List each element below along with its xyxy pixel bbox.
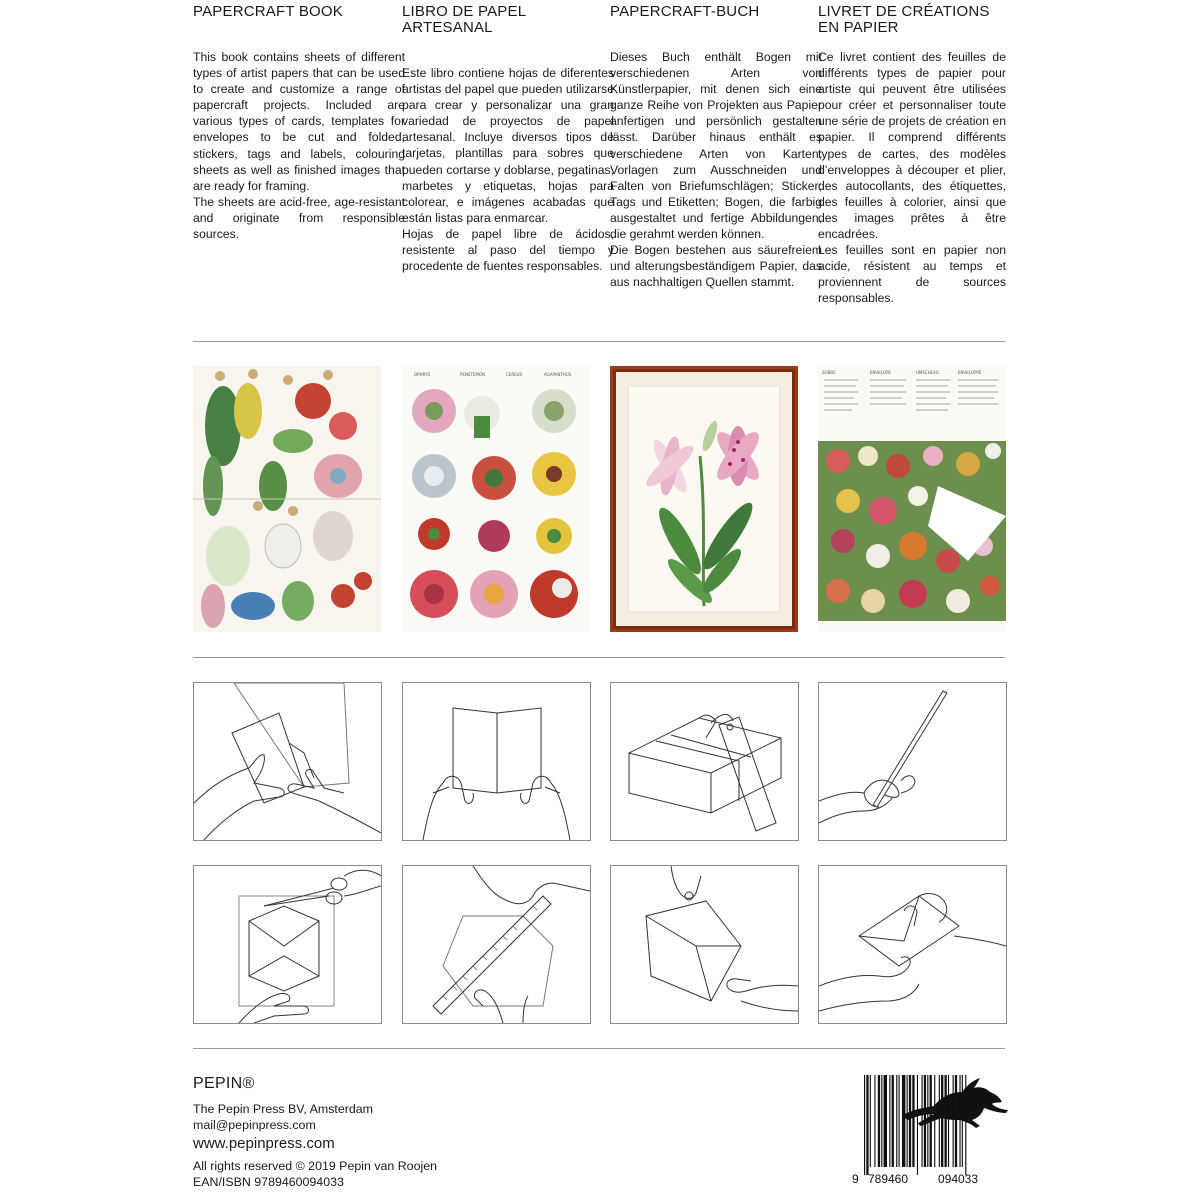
sticker-header: CEREUS <box>506 372 523 377</box>
column-body <box>402 65 614 274</box>
column-german <box>610 4 822 290</box>
column-paragraph: Dieses Buch enthält Bogen mit verschiedenen Arten von Künstlerpapier, mit denen sich eine ganze Reihe von Projekten aus Papier anfertigen und persönlich gestalten lässt. Darüber hinaus enthält es verschiedene Arten von Karten; Vorlagen zum Ausschneiden und Falten von Briefumschlägen; Sticker; Tags und Etiketten; Bogen, die farbig ausgestaltet und fertige Abbildungen, die gerahmt werden können. <box>610 50 822 242</box>
divider <box>193 341 1005 342</box>
publisher-email[interactable]: mail@pepinpress.com <box>193 1118 316 1132</box>
illustration-hand-writing <box>818 682 1007 841</box>
barcode-bar <box>889 1075 890 1167</box>
column-paragraph: Les feuilles sont en papier non acide, résistent au temps et proviennent de sources responsables. <box>818 243 1006 306</box>
divider <box>193 1048 1005 1049</box>
illustration-hands-opening-card <box>402 682 591 841</box>
writing-pen-icon <box>819 683 1006 840</box>
thumbnail-framed-lily <box>610 366 798 632</box>
scissors-icon <box>194 866 381 1023</box>
botanical-stickers-illustration <box>193 366 381 632</box>
barcode-bar <box>917 1075 918 1175</box>
illustration-scissors-cutting <box>193 865 382 1024</box>
barcode-bars <box>850 1075 1005 1187</box>
column-paragraph: This book contains sheets of different types of artist papers that can be used to create and customize a range of papercraft projects. Included are various types of cards, templates for envelopes to be cut and folded, stickers, tags and labels, colouring sheets as well as finished images that are ready for framing. <box>193 50 405 193</box>
barcode-group-right: 094033 <box>937 1172 979 1186</box>
barcode-bar <box>874 1075 875 1167</box>
template-header: UMSCHLAG <box>916 370 939 375</box>
framed-lily-illustration <box>610 366 798 632</box>
barcode-bar <box>902 1075 905 1167</box>
column-paragraph: Ce livret contient des feuilles de différents types de papier pour artiste qui peuvent être utilisées pour créer et personnaliser toute une série de projets de création en papier. Il comprend différents types de cartes, des modèles d’enveloppes à découper et plier, des autocollants, des étiquettes, des feuilles à colorier, ainsi que des images prêtes à être encadrées. <box>818 50 1006 242</box>
copyright-notice: All rights reserved © 2019 Pepin van Roojen <box>193 1159 438 1173</box>
barcode-bar <box>864 1075 865 1175</box>
illustration-ruler-scoring <box>402 865 591 1024</box>
barcode-bar <box>924 1075 926 1167</box>
publisher-website[interactable]: www.pepinpress.com <box>193 1135 335 1152</box>
barcode-bar <box>934 1075 935 1167</box>
illustration-hands-folding-paper <box>193 682 382 841</box>
sticker-header: OPHRYS <box>414 372 431 377</box>
barcode-bar <box>922 1075 923 1167</box>
barcode-bar <box>912 1075 914 1167</box>
barcode-bar <box>892 1075 894 1167</box>
barcode-bar <box>866 1075 868 1175</box>
divider <box>193 657 1005 658</box>
barcode-bar <box>962 1075 963 1167</box>
illustration-wrapped-parcel <box>610 682 799 841</box>
barcode-bar <box>899 1075 900 1167</box>
isbn-number: EAN/ISBN 9789460094033 <box>193 1175 344 1189</box>
barcode-group-left: 789460 <box>867 1172 909 1186</box>
column-paragraph: Hojas de papel libre de ácidos, resistente al paso del tiempo y procedente de fuentes responsables. <box>402 226 614 274</box>
barcode-bar <box>930 1075 932 1167</box>
illustration-sealing-envelope <box>818 865 1007 1024</box>
barcode-bar <box>955 1075 957 1167</box>
publisher-brand: PEPIN® <box>193 1075 255 1092</box>
card-hands-icon <box>403 683 590 840</box>
barcode-bar <box>948 1075 949 1167</box>
column-paragraph: Die Bogen bestehen aus säurefreiem und alterungsbeständigem Papier, das aus nachhaltigen Quellen stammt. <box>610 243 822 290</box>
thumbnail-round-stickers <box>402 366 590 632</box>
thumbnail-floral-envelope <box>818 366 1006 632</box>
barcode-bar <box>927 1075 928 1167</box>
column-paragraph: The sheets are acid-free, age-resistant and originate from responsible sources. <box>193 194 405 242</box>
barcode-bar <box>939 1075 940 1167</box>
envelope-seal-icon <box>819 866 1006 1023</box>
template-header: SOBRE <box>822 370 836 375</box>
barcode-bar <box>945 1075 947 1167</box>
barcode-digit-first: 9 <box>852 1172 859 1186</box>
barcode-bar <box>909 1075 911 1167</box>
sticker-header: PENSTEMON <box>460 372 486 377</box>
folding-hands-icon <box>194 683 381 840</box>
template-header: ENVELOPE <box>870 370 891 375</box>
column-body <box>610 49 822 290</box>
barcode-bar <box>959 1075 960 1167</box>
barcode-bar <box>907 1075 908 1167</box>
column-title: LIVRET DE CRÉATIONS EN PAPIER <box>818 3 990 36</box>
barcode-bar <box>884 1075 887 1167</box>
column-english <box>193 4 405 242</box>
column-title: PAPERCRAFT BOOK <box>193 3 343 20</box>
envelope-fold-icon <box>611 866 798 1023</box>
illustration-folding-envelope <box>610 865 799 1024</box>
barcode-bar <box>965 1075 966 1175</box>
column-title: LIBRO DE PAPEL ARTESANAL <box>402 3 526 36</box>
column-french <box>818 4 1006 307</box>
barcode <box>850 1075 1005 1187</box>
barcode-bar <box>881 1075 882 1167</box>
column-body <box>193 49 405 242</box>
barcode-bar <box>953 1075 954 1167</box>
barcode-bar <box>870 1075 871 1167</box>
thumbnail-botanical-stickers <box>193 366 381 632</box>
template-header: ENVELOPPE <box>958 370 982 375</box>
ruler-icon <box>403 866 590 1023</box>
barcode-bar <box>941 1075 943 1167</box>
column-body <box>818 49 1006 307</box>
barcode-bar <box>896 1075 897 1167</box>
sticker-header: AGAPANTHUS <box>544 372 572 377</box>
barcode-bar <box>878 1075 880 1167</box>
publisher-name: The Pepin Press BV, Amsterdam <box>193 1102 373 1116</box>
parcel-tag-icon <box>611 683 798 840</box>
column-title: PAPERCRAFT-BUCH <box>610 3 760 20</box>
round-stickers-illustration <box>402 366 590 632</box>
floral-envelope-illustration <box>818 366 1006 632</box>
column-spanish <box>402 4 614 274</box>
column-paragraph: Este libro contiene hojas de diferentes artistas del papel que pueden utilizarse para crear y personalizar una gran variedad de proyectos de papel artesanal. Incluye diversos tipos de tarjetas, plantillas para sobres que pueden cortarse y doblarse, pegatinas, marbetes y etiquetas, hojas para colorear, e imágenes acabadas que están listas para enmarcar. <box>402 66 614 225</box>
